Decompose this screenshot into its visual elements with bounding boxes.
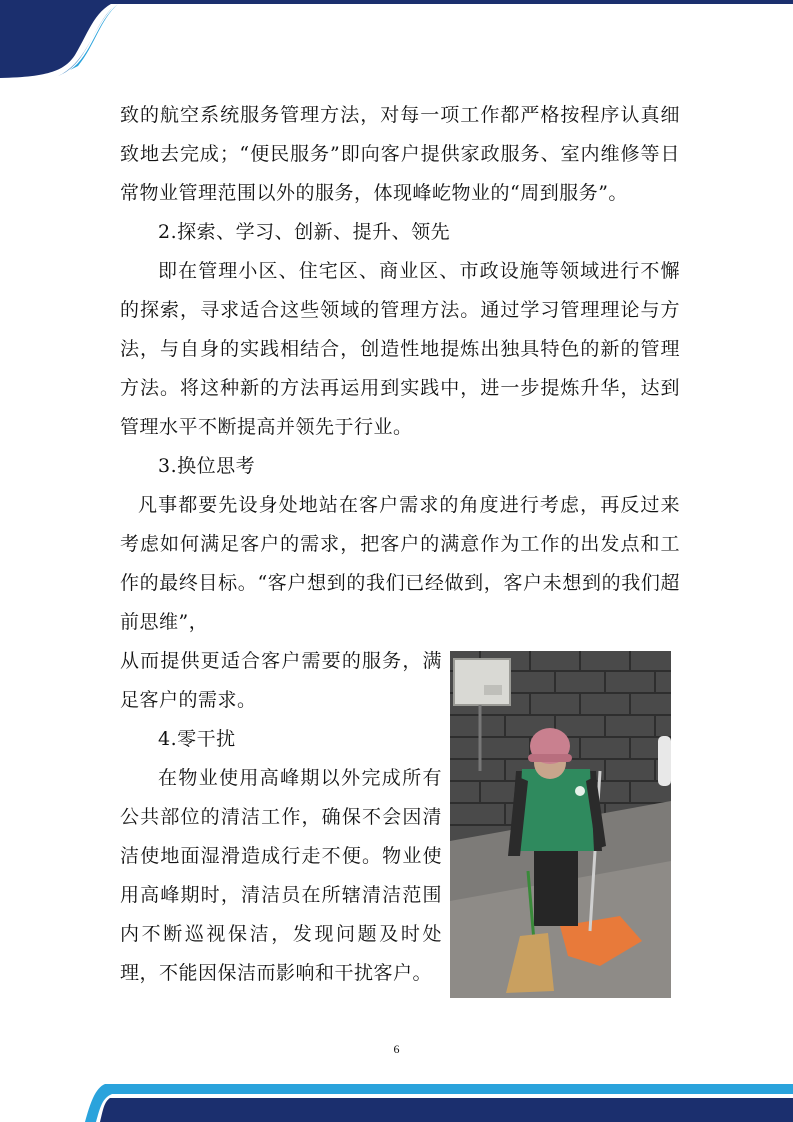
header-band <box>0 0 793 80</box>
cleaner-photo <box>450 651 671 998</box>
cleaner-photo-illustration <box>450 651 671 998</box>
paragraph-perspective-cont: 从而提供更适合客户需要的服务，满足客户的需求。 <box>120 650 442 711</box>
paragraph-perspective: 凡事都要先设身处地站在客户需求的角度进行考虑，再反过来考虑如何满足客户的需求，把客户的满意作为工作的出发点和工作的最终目标。“客户想到的我们已经做到，客户未想到的我们超前思维”， <box>120 494 680 633</box>
heading-explore-learn: 2.探索、学习、创新、提升、领先 <box>158 221 451 243</box>
paragraph-zero-disturbance: 在物业使用高峰期以外完成所有公共部位的清洁工作，确保不会因清洁使地面湿滑造成行走不便。物业使用高峰期时，清洁员在所辖清洁范围内不断巡视保洁，发现问题及时处理，不能因保洁而影响和干扰客户。 <box>120 767 442 984</box>
page-number: 6 <box>393 1042 400 1056</box>
footer-band <box>0 1076 793 1122</box>
paragraph-explore: 即在管理小区、住宅区、商业区、市政设施等领域进行不懈的探索，寻求适合这些领域的管理方法。通过学习管理理论与方法，与自身的实践相结合，创造性地提炼出独具特色的新的管理方法。将这种新的方法再运用到实践中，进一步提炼升华，达到管理水平不断提高并领先于行业。 <box>120 260 680 438</box>
paragraph-service-methods: 致的航空系统服务管理方法，对每一项工作都严格按程序认真细致地去完成；“便民服务”即向客户提供家政服务、室内维修等日常物业管理范围以外的服务，体现峰屹物业的“周到服务”。 <box>120 104 680 204</box>
heading-perspective: 3.换位思考 <box>158 455 256 477</box>
heading-zero-disturbance: 4.零干扰 <box>158 728 236 750</box>
